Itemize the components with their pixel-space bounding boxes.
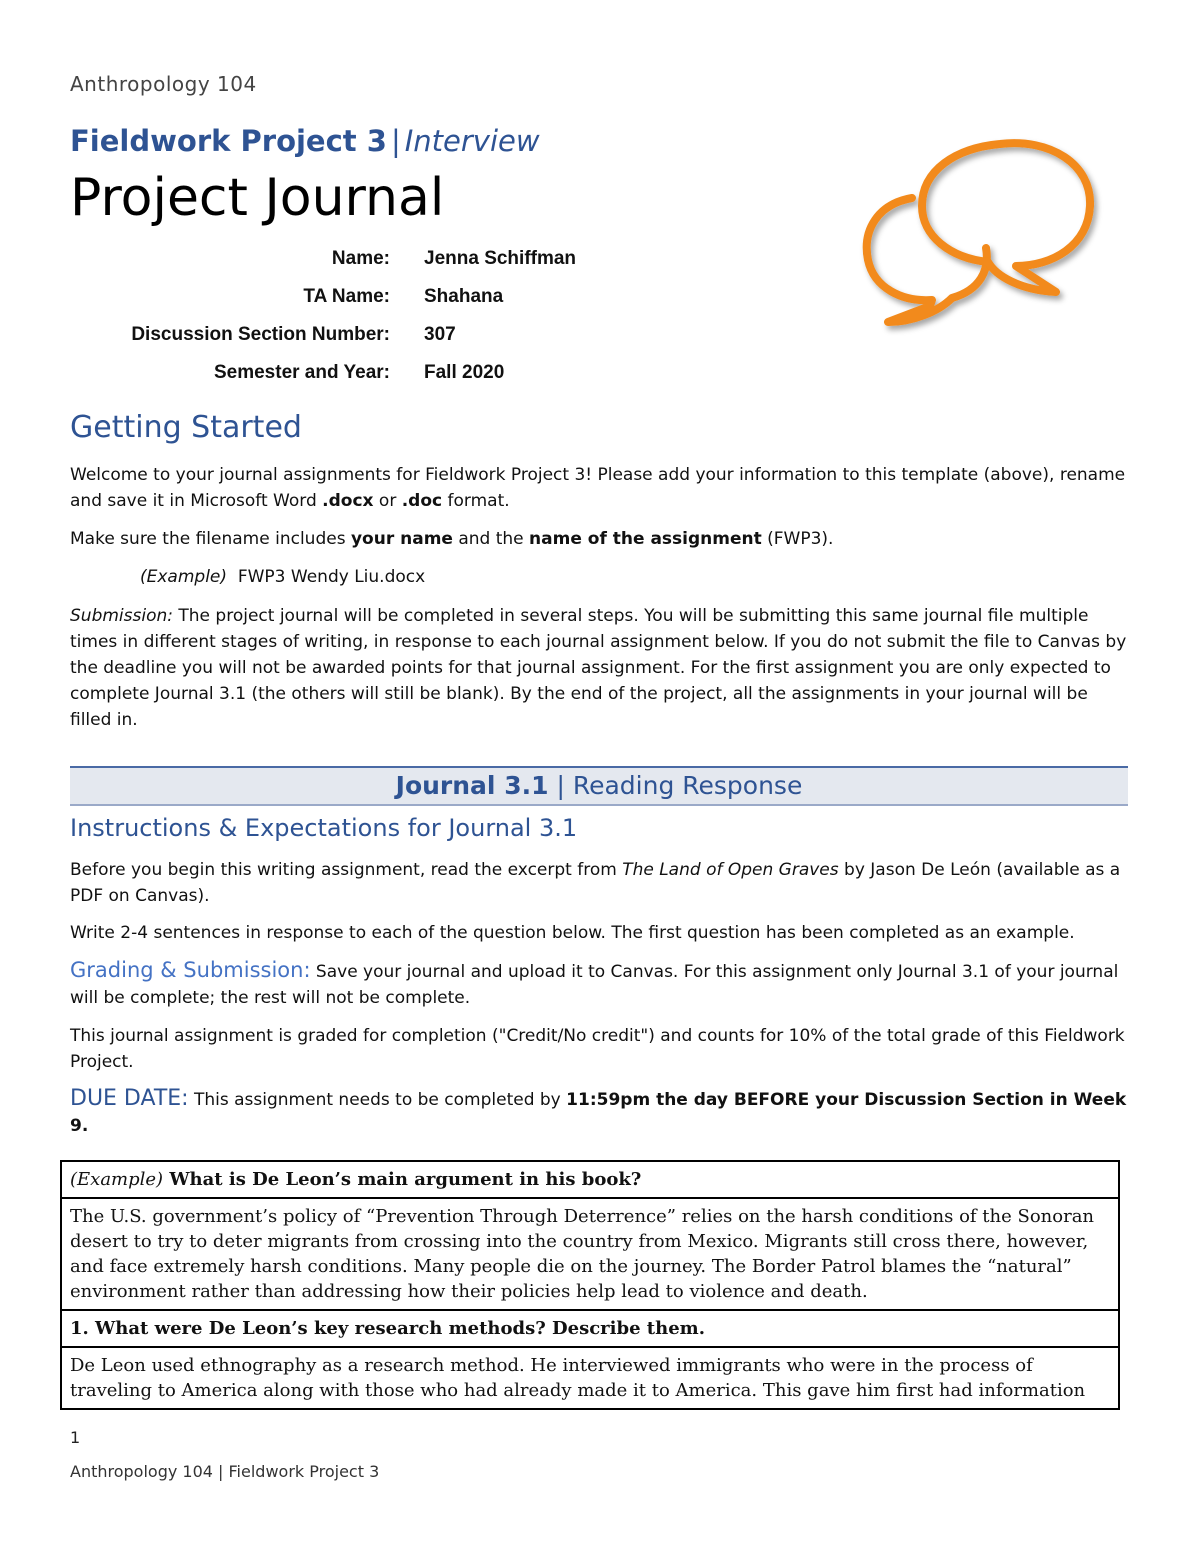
info-label: TA Name: xyxy=(303,286,390,307)
doc-format: .doc xyxy=(401,491,443,511)
credit-paragraph: This journal assignment is graded for completion ("Credit/No credit") and counts for 10% of the total grade of this Fieldwork Project. xyxy=(70,1026,1125,1072)
question-answer-table xyxy=(60,1160,1120,1410)
page-number: 1 xyxy=(70,1428,81,1447)
reading-text: Before you begin this writing assignment, read the excerpt from xyxy=(70,860,623,880)
title-separator: | xyxy=(390,124,401,158)
answer-example[interactable]: The U.S. government’s policy of “Prevention Through Deterrence” relies on the harsh conditions of the Sonoran desert to try to deter migrants from crossing into the country from Mexico. Migrants still cross there, however, and face extremely harsh conditions. Many people die on the journey. The Border Patrol blames the “natural” environment rather than addressing how their policies help lead to violence and death. xyxy=(62,1199,1118,1311)
welcome-paragraph xyxy=(70,462,1130,514)
example-label: (Example) xyxy=(140,567,228,587)
example-tag: (Example) xyxy=(70,1169,164,1190)
getting-started-heading: Getting Started xyxy=(70,410,302,445)
grading-paragraph xyxy=(70,957,1130,1011)
welcome-text: Welcome to your journal assignments for Fieldwork Project 3! Please add your information to this template (above), rename and save it in Microsoft Word xyxy=(70,465,1126,511)
info-value[interactable]: Fall 2020 xyxy=(424,362,505,383)
grading-label: Grading & Submission: xyxy=(70,958,311,982)
journal-section-bar xyxy=(70,766,1128,806)
question-example xyxy=(62,1162,1118,1199)
project-title xyxy=(70,124,540,158)
docx-format: .docx xyxy=(322,491,374,511)
instructions-heading: Instructions & Expectations for Journal 3.1 xyxy=(70,814,578,842)
info-value[interactable]: Shahana xyxy=(424,286,504,307)
project-name: Fieldwork Project 3 xyxy=(70,124,387,158)
project-type: Interview xyxy=(404,124,540,158)
info-value[interactable]: Jenna Schiffman xyxy=(424,248,577,269)
question-1: 1. What were De Leon’s key research methods? Describe them. xyxy=(62,1311,1118,1348)
welcome-or: or xyxy=(373,491,402,511)
info-label: Name: xyxy=(331,248,390,269)
info-label: Semester and Year: xyxy=(213,362,390,383)
example-filename xyxy=(140,564,1040,590)
due-date-deadline: 11:59pm the day BEFORE your Discussion Section in Week 9 xyxy=(70,1090,1127,1136)
answer-1[interactable]: De Leon used ethnography as a research method. He interviewed immigrants who were in the process of traveling to America along with those who had already made it to America. This gave him first had information xyxy=(70,1355,1086,1401)
question-text: What is De Leon’s main argument in his book? xyxy=(163,1169,642,1190)
filename-your-name: your name xyxy=(350,529,453,549)
book-title: The Land of Open Graves xyxy=(622,860,839,880)
write-paragraph: Write 2-4 sentences in response to each of the question below. The first question has been completed as an example. xyxy=(70,923,1075,943)
journal-title: Reading Response xyxy=(572,771,803,800)
course-name: Anthropology 104 xyxy=(70,72,257,96)
due-date-end: . xyxy=(81,1116,89,1136)
filename-assignment: name of the assignment xyxy=(529,529,762,549)
info-label: Discussion Section Number: xyxy=(131,324,390,345)
filename-text: Make sure the filename includes xyxy=(70,529,351,549)
page-title: Project Journal xyxy=(70,168,445,228)
filename-and: and the xyxy=(452,529,530,549)
reading-text-end: by Jason De León (available as a PDF on Canvas). xyxy=(70,860,1121,906)
due-date-label: DUE DATE: xyxy=(70,1086,189,1111)
welcome-end: format. xyxy=(442,491,510,511)
filename-end: (FWP3). xyxy=(761,529,834,549)
journal-separator: | xyxy=(556,771,565,800)
due-date-text: This assignment needs to be completed by xyxy=(188,1090,567,1110)
submission-text: The project journal will be completed in several steps. You will be submitting this same journal file multiple times in different stages of writing, in response to each journal assignment below. If you do not submit the file to Canvas by the deadline you will not be awarded points for that journal assignment. For the first assignment you are only expected to complete Journal 3.1 (the others will still be blank). By the end of the project, all the assignments in your journal will be filled in. xyxy=(70,606,1127,730)
filename-paragraph xyxy=(70,526,1130,552)
due-date-paragraph xyxy=(70,1086,1130,1139)
submission-paragraph xyxy=(70,603,1130,733)
reading-paragraph xyxy=(70,857,1130,909)
grading-text: Save your journal and upload it to Canvas. For this assignment only Journal 3.1 of your journal will be complete; the rest will not be complete. xyxy=(70,962,1119,1008)
journal-number: Journal 3.1 xyxy=(395,771,549,800)
speech-bubbles-icon xyxy=(840,120,1110,344)
page-footer: Anthropology 104 | Fieldwork Project 3 xyxy=(70,1462,380,1481)
info-value[interactable]: 307 xyxy=(424,324,456,345)
submission-label: Submission: xyxy=(70,606,173,626)
example-file: FWP3 Wendy Liu.docx xyxy=(237,567,426,587)
